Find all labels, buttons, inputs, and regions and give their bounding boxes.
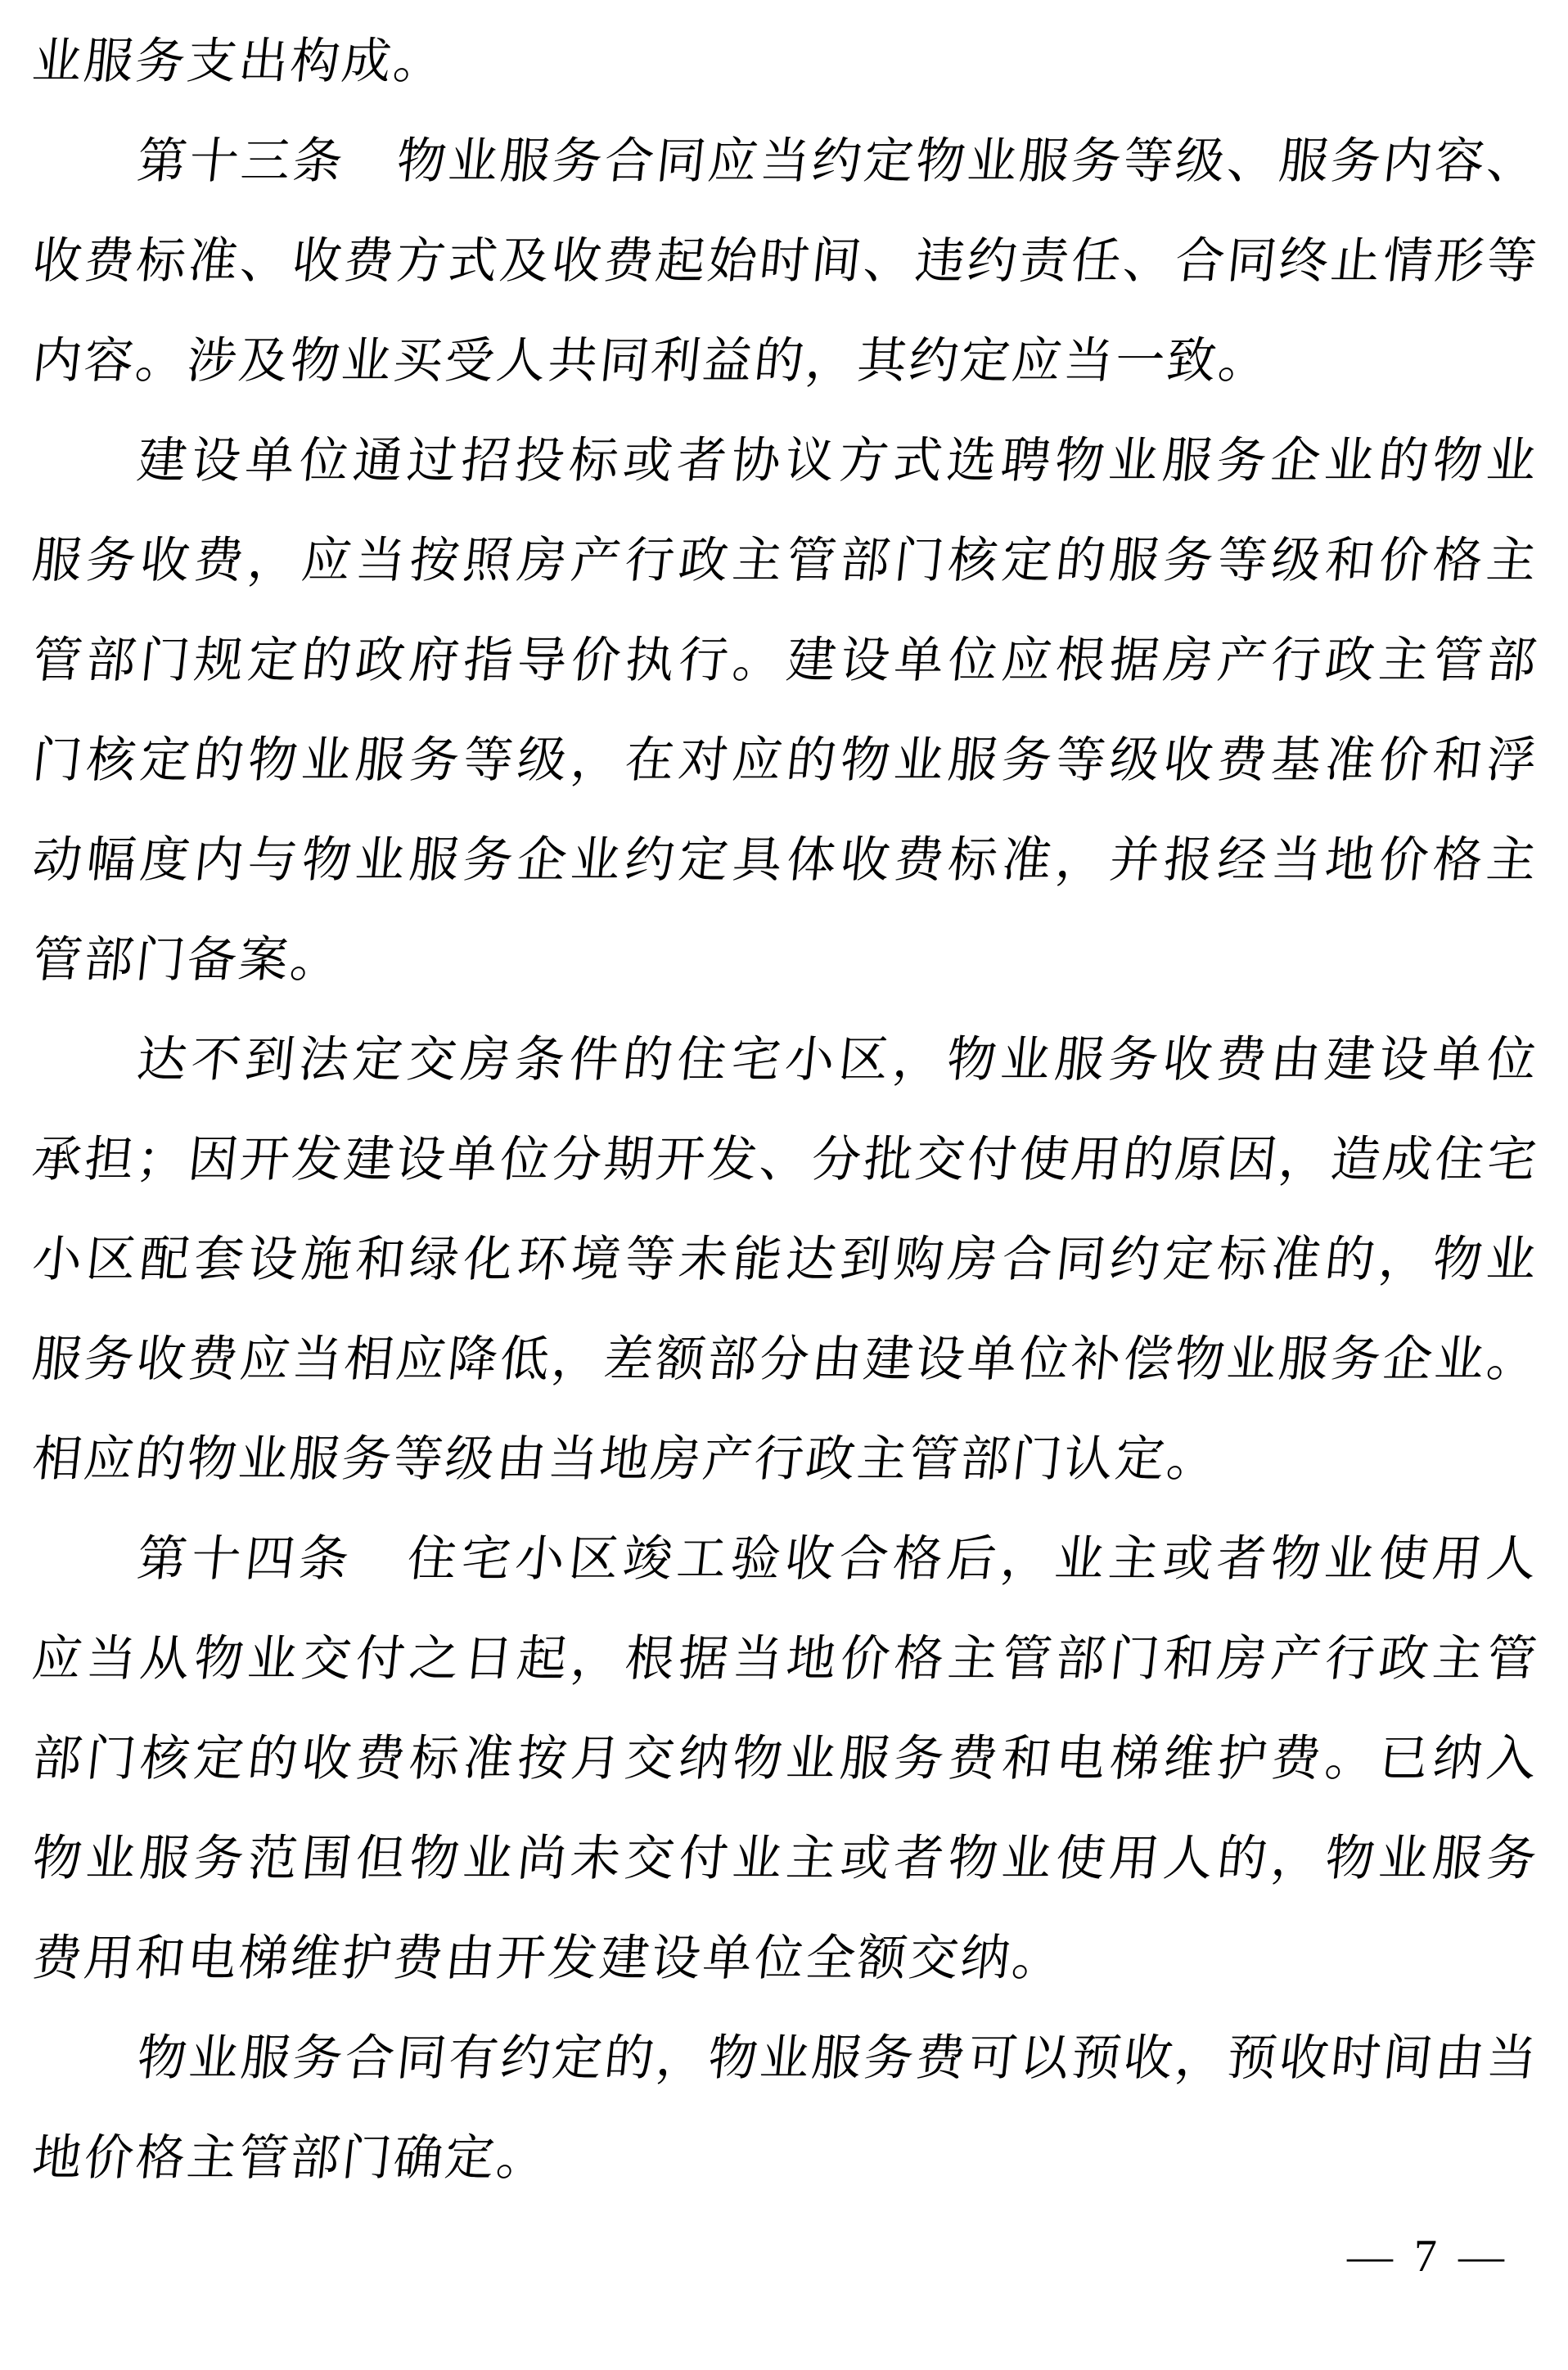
text-line: 费用和电梯维护费由开发建设单位全额交纳。 <box>29 1931 1067 1985</box>
text-line: 承担；因开发建设单位分期开发、分批交付使用的原因，造成住宅 <box>29 1133 1542 1187</box>
text-line: 物业服务范围但物业尚未交付业主或者物业使用人的，物业服务 <box>29 1832 1542 1886</box>
text-line: 达不到法定交房条件的住宅小区，物业服务收费由建设单位 <box>134 1033 1542 1087</box>
text-line: 管部门规定的政府指导价执行。建设单位应根据房产行政主管部 <box>29 633 1542 687</box>
text-line: 物业服务合同有约定的，物业服务费可以预收，预收时间由当 <box>134 2031 1542 2085</box>
text-line: 相应的物业服务等级由当地房产行政主管部门认定。 <box>29 1432 1222 1486</box>
text-line: 建设单位通过招投标或者协议方式选聘物业服务企业的物业 <box>134 434 1542 488</box>
text-line: 管部门备案。 <box>29 933 345 987</box>
text-line: 应当从物业交付之日起，根据当地价格主管部门和房产行政主管 <box>29 1632 1542 1686</box>
page-number: — 7 — <box>1347 2231 1509 2282</box>
text-line: 服务收费，应当按照房产行政主管部门核定的服务等级和价格主 <box>29 534 1542 588</box>
text-line: 部门核定的收费标准按月交纳物业服务费和电梯维护费。已纳入 <box>29 1732 1542 1786</box>
text-line: 业服务支出构成。 <box>29 34 448 88</box>
text-line: 门核定的物业服务等级，在对应的物业服务等级收费基准价和浮 <box>29 733 1542 787</box>
text-line: 小区配套设施和绿化环境等未能达到购房合同约定标准的，物业 <box>29 1232 1542 1286</box>
text-line: 内容。涉及物业买受人共同利益的，其约定应当一致。 <box>29 334 1273 388</box>
text-line-article-14: 第十四条 住宅小区竣工验收合格后，业主或者物业使用人 <box>134 1532 1542 1586</box>
text-line: 服务收费应当相应降低，差额部分由建设单位补偿物业服务企业。 <box>29 1332 1542 1386</box>
document-text-block <box>29 11 1542 2208</box>
text-line-article-13: 第十三条 物业服务合同应当约定物业服务等级、服务内容、 <box>134 134 1542 188</box>
text-line: 动幅度内与物业服务企业约定具体收费标准，并报经当地价格主 <box>29 833 1542 887</box>
text-line: 收费标准、收费方式及收费起始时间、违约责任、合同终止情形等 <box>29 234 1542 288</box>
text-line: 地价格主管部门确定。 <box>29 2131 552 2185</box>
